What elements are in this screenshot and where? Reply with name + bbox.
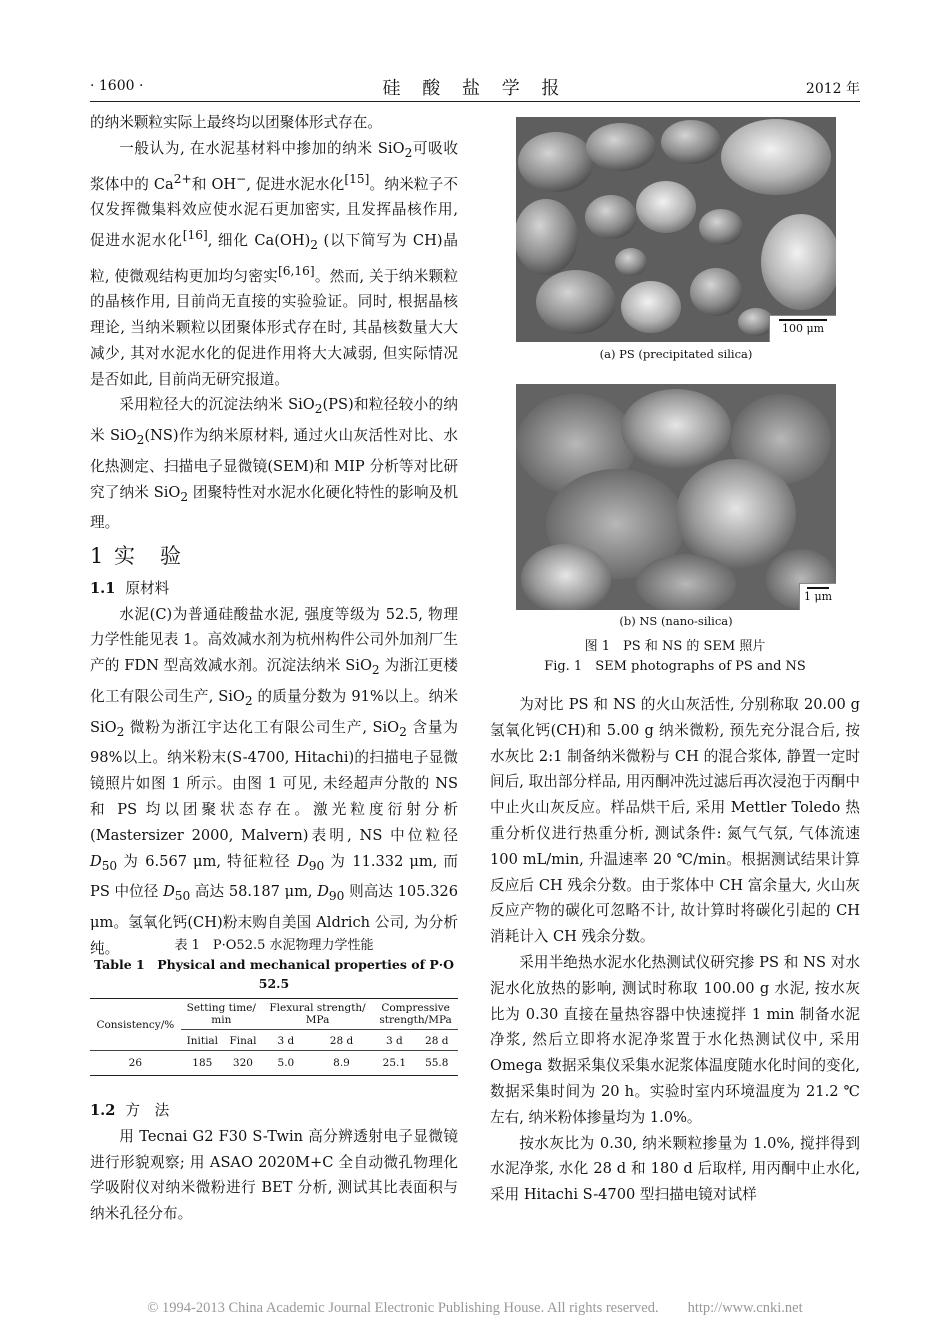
sem-photo-ps [516,117,836,342]
paragraph-pozzolanic: 为对比 PS 和 NS 的火山灰活性, 分别称取 20.00 g 氢氧化钙(CH)和 5.00 g 纳米微粉, 预先充分混合后, 按水灰比 2:1 制备纳米微粉与 CH 的混合浆体, 静置一定时间后, 取出部分样品, 用丙酮冲洗过滤后再次浸泡于丙酮中中止火山灰反应。样品烘干后, 采用 Mettler Toledo 热重分析仪进行热重分析, 测试条件: 氮气气氛, 气体流速 100 mL/min, 升温速率 20 ℃/min。根据测试结果计算反应后 CH 残余分数。由于浆体中 CH 富余量大, 火山灰反应产物的碳化可忽略不计, 故计算时将碳化引起的 CH 消耗计入 CH 残余分数。 [490,696,860,946]
properties-table [90,998,458,1076]
sem-photo-ns-image [516,384,836,610]
table-caption-cn: 表 1 P·O52.5 水泥物理力学性能 [174,938,374,953]
table-1 [90,936,458,1076]
right-column [490,692,860,1208]
sem-photo-ns [516,384,836,610]
col-flex-3d: 3 d [277,1035,295,1047]
paragraph-methods: 用 Tecnai G2 F30 S-Twin 高分辨透射电子显微镜进行形貌观察; 用 ASAO 2020M+C 全自动微孔物理化学吸附仪对纳米微粉进行 BET 分析, 测试其比表面积与纳米孔径分布。 [90,1127,458,1223]
paragraph-sem-samples: 按水灰比为 0.30, 纳米颗粒掺量为 1.0%, 搅拌得到水泥净浆, 水化 28 d 和 180 d 后取样, 用丙酮中止水化, 采用 Hitachi S-4700 型扫描电镜对试样 [490,1134,860,1204]
paragraph-intro: 一般认为, 在水泥基材料中掺加的纳米 SiO$_2$可吸收浆体中的 $Ca^{2+}$和 OH−, 促进水泥水化[15]。纳米粒子不仅发挥微集料效应使水泥石更加密实, 且发挥晶核作用, 促进水泥水化[16], 细化 $Ca(OH)_2$ (以下简写为 CH)晶粒, 使微观结构更加均匀密实[6,16]。然而, 关于纳米颗粒的晶核作用, 目前尚无直接的实验验证。同时, 根据晶核理论, 当纳米颗粒以团聚体形式存在时, 其晶核数量大大减少, 其对水泥水化的促进作用将大大减弱, 但实际情况是否如此, 目前尚无研究报道。 [90,139,459,388]
subcaption-ps: (a) PS (precipitated silica) [599,347,753,361]
page-number: · 1600 · [90,78,144,94]
subsection-heading-methods: 1.2 方 法 [90,1102,170,1119]
publication-year: 2012 年 [805,81,860,97]
figure-1-caption [490,637,860,677]
col-comp-28d: 28 d [425,1035,449,1047]
table-caption-en: Table 1 Physical and mechanical properties of P·O 52.5 [94,957,454,991]
paragraph-continued: 的纳米颗粒实际上最终均以团聚体形式存在。 [90,114,382,131]
col-final: Final [229,1035,257,1047]
col-comp-3d: 3 d [385,1035,403,1047]
paragraph-materials: 水泥(C)为普通硅酸盐水泥, 强度等级为 52.5, 物理力学性能见表 1。高效减水剂为杭州构件公司外加剂厂生产的 FDN 型高效减水剂。沉淀法纳米 SiO$_2$ 为浙江更楼化工有限公司生产, SiO$_2$ 的质量分数为 91%以上。纳米 SiO$_2$ 微粉为浙江宇达化工有限公司生产, SiO$_2$ 含量为 98%以上。纳米粉末(S-4700, Hitachi)的扫描电子显微镜照片如图 1 所示。由图 1 可见, 未经超声分散的 NS 和 PS 均以团聚状态存在。激光粒度衍射分析(Mastersizer 2000, Malvern)表明, NS 中位粒径 $D_{50}$ 为 6.567 μm, 特征粒径 $D_{90}$ 为 11.332 μm, 而 PS 中位径 $D_{50}$ 高达 58.187 μm, $D_{90}$ 则高达 105.326 μm。氢氧化钙(CH)粉末购自美国 Aldrich 公司, 为分析纯。 [90,605,458,957]
subcaption-ns: (b) NS (nano-silica) [619,614,733,628]
left-column [90,110,458,962]
col-flexural: Flexural strength/ MPa [262,999,373,1030]
scale-bar-ps: 100 μm [769,315,836,342]
header-rule [90,101,860,102]
journal-title: 硅 酸 盐 学 报 [382,78,568,99]
col-initial: Initial [186,1035,219,1047]
col-compressive: Compressive strength/MPa [373,999,458,1030]
figure-caption-cn: 图 1 PS 和 NS 的 SEM 照片 [584,639,766,654]
figure-caption-en: Fig. 1 SEM photographs of PS and NS [544,659,806,674]
section-heading-experiment: 1 实 验 [90,544,184,569]
col-setting-time: Setting time/ min [181,999,262,1030]
sem-photo-ps-image [516,117,836,342]
paragraph-hydration-heat: 采用半绝热水泥水化热测试仪研究掺 PS 和 NS 对水泥水化放热的影响, 测试时称取 100.00 g 水泥, 按水灰比为 0.30 直接在量热容器中快速搅拌 1 min 制备水泥净浆, 然后立即将水泥净浆置于水化热测试仪中, 采用 Omega 数据采集仪采集水泥浆体温度随水化时间的变化, 数据采集时间为 20 h。实验时室内环境温度为 21.2 ℃左右, 纳米粉体掺量均为 1.0%。 [490,953,860,1126]
table-row: 26 185 320 5.0 8.9 25.1 55.8 [90,1051,458,1076]
col-flex-28d: 28 d [329,1035,354,1047]
left-column-methods [90,1094,458,1227]
subsection-heading-materials: 1.1 原材料 [90,579,170,597]
scale-bar-ns: 1 μm [799,583,836,610]
copyright-footer: © 1994-2013 China Academic Journal Electronic Publishing House. All rights reserved. http://www.cnki.net [147,1300,803,1316]
paragraph-approach: 采用粒径大的沉淀法纳米 SiO$_2$(PS)和粒径较小的纳米 SiO$_2$(NS)作为纳米原材料, 通过火山灰活性对比、水化热测定、扫描电子显微镜(SEM)和 MIP 分析等对比研究了纳米 SiO$_2$ 团聚特性对水泥水化硬化特性的影响及机理。 [90,396,458,532]
col-consistency: Consistency/% [96,1018,175,1031]
